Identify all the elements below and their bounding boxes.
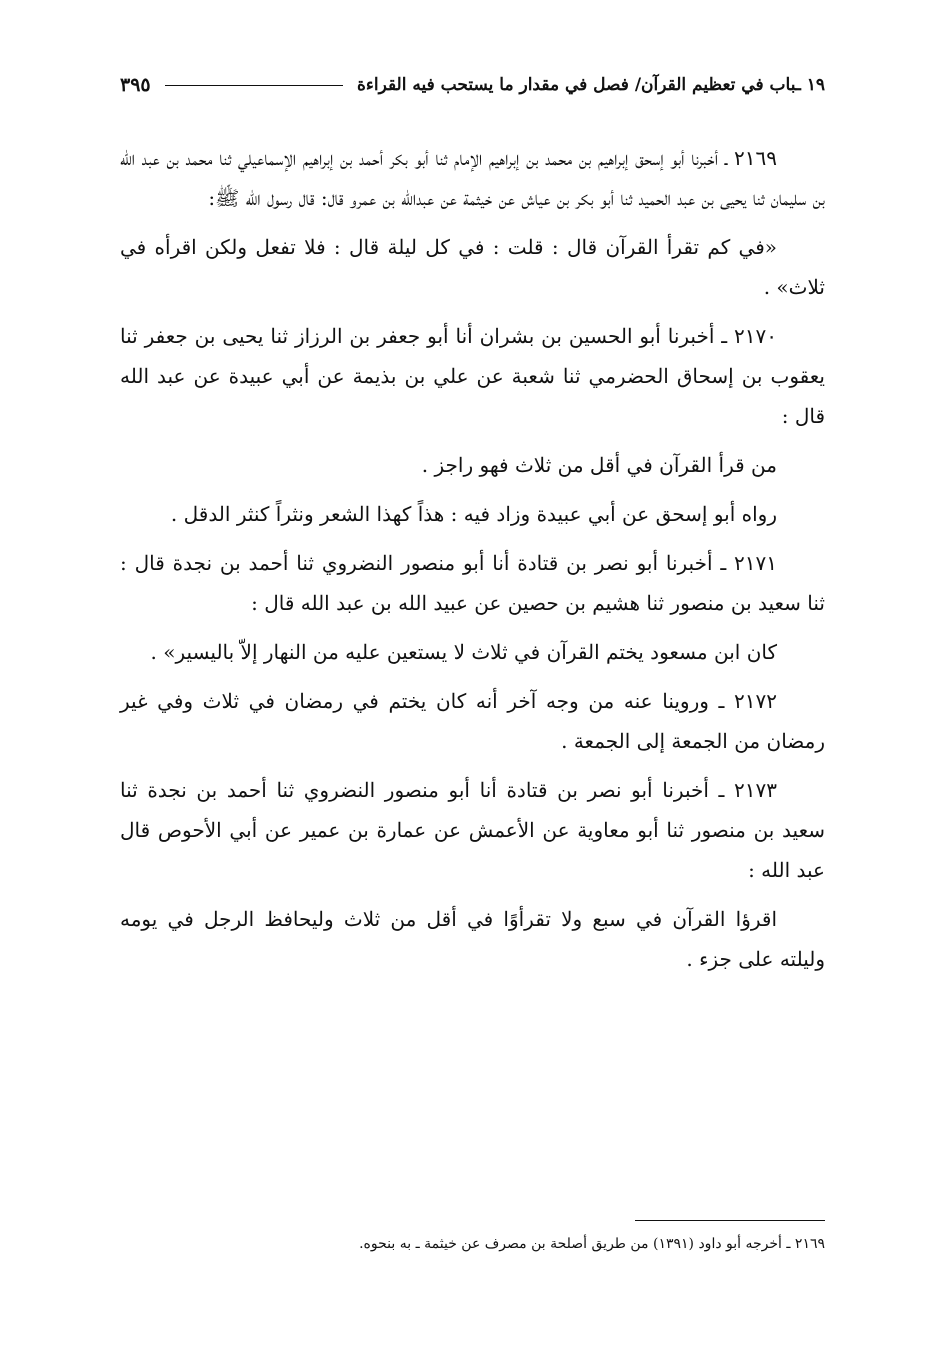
running-header [120,60,825,110]
paragraph-hadith-2171: ٢١٧١ ـ أخبرنا أبو نصر بن قتادة أنا أبو منصور النضروي ثنا أحمد بن نجدة قال : ثنا سعيد بن منصور ثنا هشيم بن حصين عن عبيد الله بن عبد الله قال : [120,551,825,615]
paragraph-quote-2170: من قرأ القرآن في أقل من ثلاث فهو راجز . [421,453,777,477]
paragraph-hadith-2172: ٢١٧٢ ـ وروينا عنه من وجه آخر أنه كان يختم في رمضان في ثلاث وفي غير رمضان من الجمعة إلى الجمعة . [120,689,825,753]
running-title: ١٩ ـباب في تعظيم القرآن/ فصل في مقدار ما يستحب فيه القراءة [356,75,825,95]
paragraph-quote-2169: «في كم تقرأ القرآن قال : قلت : في كل ليلة قال : فلا تفعل ولكن اقرأه في ثلاث» . [120,235,825,299]
paragraph-quote-2173: اقرؤا القرآن في سبع ولا تقرأوًا في أقل من ثلاث وليحافظ الرجل في يومه وليلته على جزء . [120,907,825,971]
paragraph-narration-note: رواه أبو إسحق عن أبي عبيدة وزاد فيه : هذاً كهذا الشعر ونثراً كنثر الدقل . [170,502,777,526]
footnote-rule [635,1220,825,1221]
main-text [120,138,825,988]
book-page [120,60,825,1300]
paragraph-quote-2171: كان ابن مسعود يختم القرآن في ثلاث لا يستعين عليه من النهار إلاّ باليسير» . [150,640,777,664]
header-rule [165,85,343,86]
paragraph-hadith-2173: ٢١٧٣ ـ أخبرنا أبو نصر بن قتادة أنا أبو منصور النضروي ثنا أحمد بن نجدة ثنا سعيد بن منصور ثنا أبو معاوية عن الأعمش عن عمارة بن عمير عن أبي الأحوص قال عبد الله : [120,778,825,882]
page-number: ٣٩٥ [120,74,151,96]
paragraph-hadith-2169: ٢١٦٩ ـ أخبرنا أبو إسحق إبراهيم بن محمد بن إبراهيم الإمام ثنا أبو بكر أحمد بن إبراهيم الإسماعيلي ثنا محمد بن عبد الله بن سليمان ثنا يحيى بن عبد الحميد ثنا أبو بكر بن عياش عن خيثمة عن عبدالله بن عمرو قال: قال رسول الله ﷺ: [120,146,825,210]
footnote: ٢١٦٩ ـ أخرجه أبو داود (١٣٩١) من طريق أصلحة بن مصرف عن خيثمة ـ به بنحوه. [359,1236,825,1252]
paragraph-hadith-2170: ٢١٧٠ ـ أخبرنا أبو الحسين بن بشران أنا أبو جعفر بن الرزاز ثنا يحيى بن جعفر ثنا يعقوب بن إسحاق الحضرمي ثنا شعبة عن علي بن بذيمة عن أبي عبيدة عن عبد الله قال : [120,324,825,428]
